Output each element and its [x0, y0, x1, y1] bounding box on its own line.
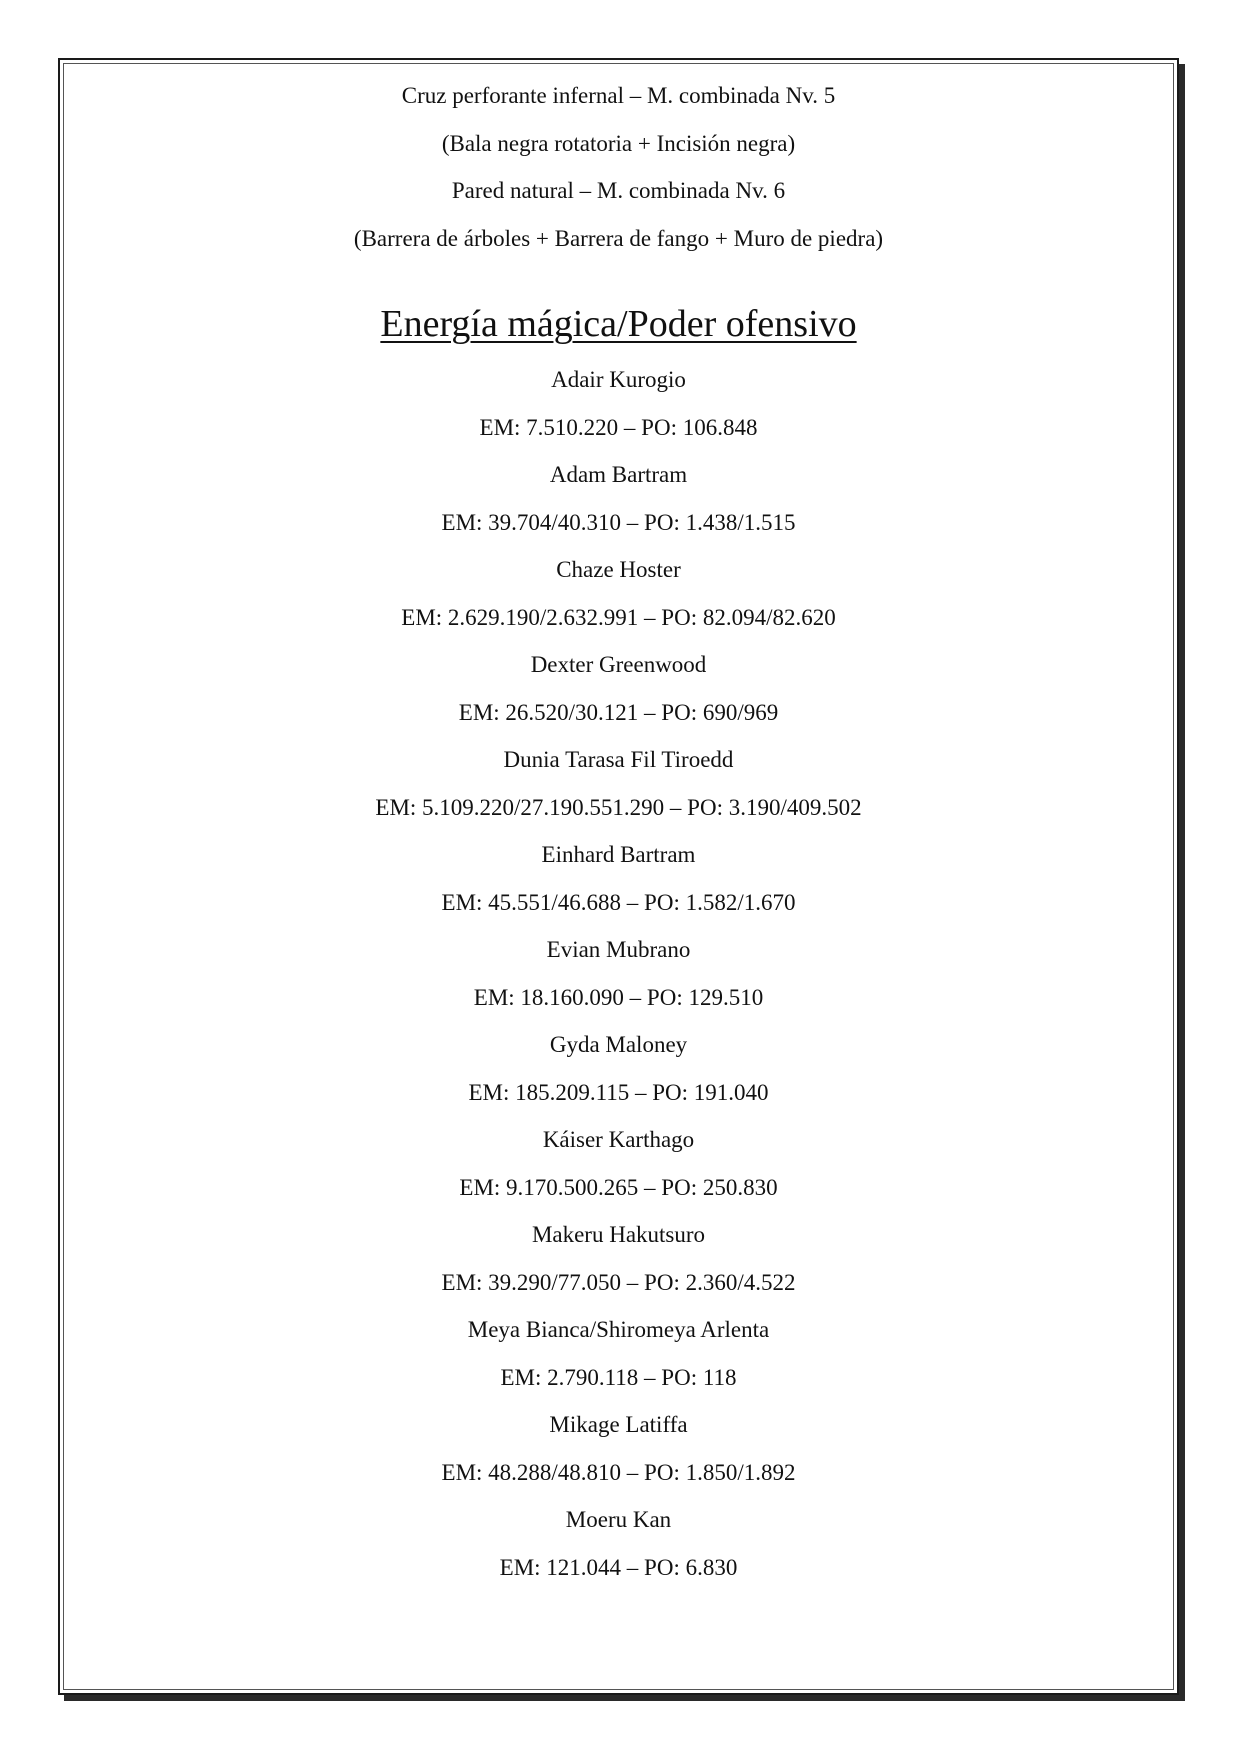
character-entry [60, 356, 1177, 451]
character-name: Meya Bianca/Shiromeya Arlenta [467, 1317, 770, 1342]
character-stats: EM: 18.160.090 – PO: 129.510 [473, 984, 764, 1010]
character-entry [60, 831, 1177, 926]
intro-line: (Bala negra rotatoria + Incisión negra) [441, 130, 796, 156]
character-name: Moeru Kan [565, 1507, 672, 1532]
character-stats: EM: 39.290/77.050 – PO: 2.360/4.522 [441, 1269, 796, 1295]
character-name: Dunia Tarasa Fil Tiroedd [503, 747, 734, 772]
character-stats: EM: 26.520/30.121 – PO: 690/969 [458, 699, 779, 725]
character-name: Evian Mubrano [546, 937, 691, 962]
character-name: Káiser Karthago [542, 1127, 695, 1152]
intro-line: Pared natural – M. combinada Nv. 6 [451, 178, 786, 203]
character-name: Chaze Hoster [556, 557, 681, 582]
character-entry [60, 1401, 1177, 1496]
character-name: Adair Kurogio [551, 367, 686, 392]
character-stats: EM: 9.170.500.265 – PO: 250.830 [459, 1174, 778, 1200]
character-stats: EM: 7.510.220 – PO: 106.848 [479, 414, 758, 440]
character-stats: EM: 185.209.115 – PO: 191.040 [468, 1079, 769, 1105]
character-entry [60, 926, 1177, 1021]
character-entry [60, 641, 1177, 736]
character-stats: EM: 5.109.220/27.190.551.290 – PO: 3.190/409.502 [375, 794, 862, 820]
character-entry [60, 1021, 1177, 1116]
character-name: Dexter Greenwood [530, 652, 707, 677]
character-name: Mikage Latiffa [549, 1412, 688, 1437]
page-frame [58, 58, 1179, 1695]
character-stats: EM: 121.044 – PO: 6.830 [499, 1554, 738, 1580]
character-entry [60, 736, 1177, 831]
character-entry [60, 1496, 1177, 1591]
character-name: Gyda Maloney [549, 1032, 688, 1057]
character-stats: EM: 39.704/40.310 – PO: 1.438/1.515 [441, 509, 796, 535]
intro-line: (Barrera de árboles + Barrera de fango + Muro de piedra) [353, 225, 884, 251]
character-stats: EM: 2.629.190/2.632.991 – PO: 82.094/82.620 [401, 604, 836, 630]
section-heading: Energía mágica/Poder ofensivo [380, 303, 857, 345]
character-stats: EM: 48.288/48.810 – PO: 1.850/1.892 [441, 1459, 796, 1485]
character-name: Einhard Bartram [541, 842, 696, 867]
character-name: Adam Bartram [549, 462, 688, 487]
page-content [60, 72, 1177, 1591]
character-entry [60, 1211, 1177, 1306]
character-entry [60, 1306, 1177, 1401]
intro-line: Cruz perforante infernal – M. combinada Nv. 5 [401, 83, 836, 108]
character-entry [60, 1116, 1177, 1211]
character-stats: EM: 2.790.118 – PO: 118 [500, 1364, 737, 1390]
character-stats: EM: 45.551/46.688 – PO: 1.582/1.670 [441, 889, 796, 915]
character-entry [60, 546, 1177, 641]
character-entry [60, 451, 1177, 546]
character-name: Makeru Hakutsuro [531, 1222, 706, 1247]
